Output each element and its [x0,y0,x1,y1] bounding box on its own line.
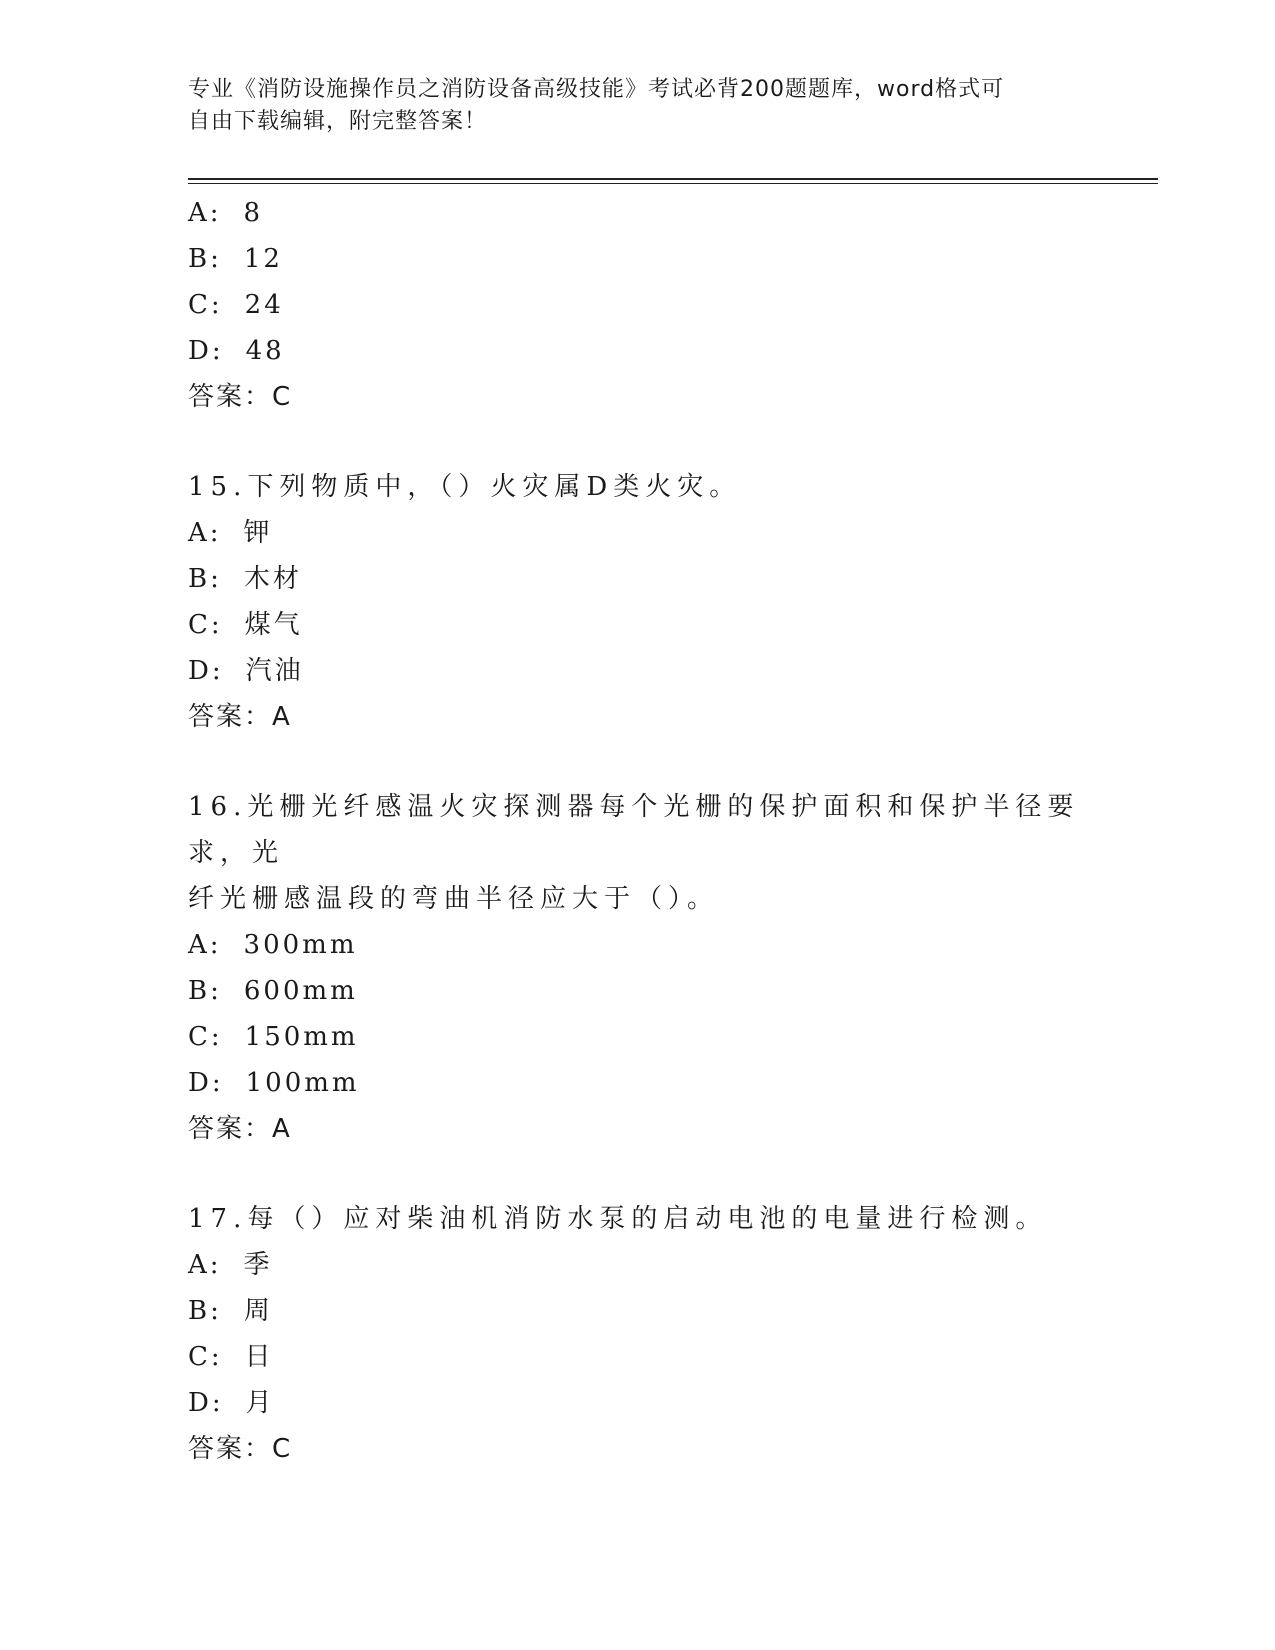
option-c [188,282,1088,328]
option-b [188,968,1088,1014]
option-text: 8 [243,198,264,228]
option-text: 12 [243,244,283,274]
option-text: 月 [245,1388,275,1418]
option-a [188,190,1088,236]
option-letter: A: [188,1250,222,1280]
header-line-1: 专业《消防设施操作员之消防设备高级技能》考试必背200题题库，word格式可 [188,77,1005,102]
option-b [188,236,1088,282]
option-b [188,556,1088,602]
question-text-line-1: 16.光栅光纤感温火灾探测器每个光栅的保护面积和保护半径要求，光 [188,792,1080,868]
option-c [188,1334,1088,1380]
option-b [188,1288,1088,1334]
option-text: 钾 [243,518,273,548]
option-text: 24 [244,290,284,320]
option-text: 日 [244,1342,274,1372]
document-header [188,74,1088,138]
option-c [188,1014,1088,1060]
option-letter: D: [188,1068,224,1098]
option-d [188,648,1088,694]
option-text: 煤气 [244,610,303,640]
option-c [188,602,1088,648]
option-text: 100mm [245,1068,360,1098]
option-letter: B: [188,1296,222,1326]
question-17 [188,1196,1088,1472]
option-d [188,1380,1088,1426]
question-list [188,190,1088,1472]
option-text: 木材 [243,564,302,594]
option-letter: A: [188,198,222,228]
question-text: 15.下列物质中，（）火灾属D类火灾。 [188,472,742,502]
option-letter: C: [188,290,223,320]
option-text: 季 [243,1250,273,1280]
option-letter: D: [188,1388,224,1418]
option-letter: C: [188,1022,223,1052]
question-14 [188,190,1088,420]
option-a [188,510,1088,556]
option-letter: D: [188,656,224,686]
option-letter: C: [188,1342,223,1372]
option-letter: A: [188,518,222,548]
answer-line: 答案：A [188,1114,292,1144]
option-d [188,1060,1088,1106]
question-text-line-2: 纤光栅感温段的弯曲半径应大于（）。 [188,884,720,914]
option-text: 300mm [243,930,358,960]
option-text: 汽油 [245,656,304,686]
answer-line: 答案：A [188,702,292,732]
option-letter: C: [188,610,223,640]
question-16 [188,784,1088,1152]
option-letter: B: [188,564,222,594]
header-line-2: 自由下载编辑，附完整答案！ [188,109,488,134]
option-d [188,328,1088,374]
option-a [188,922,1088,968]
option-text: 150mm [244,1022,359,1052]
option-letter: D: [188,336,224,366]
header-divider-thin [188,183,1158,184]
question-text: 17.每（）应对柴油机消防水泵的启动电池的电量进行检测。 [188,1204,1048,1234]
answer-line: 答案：C [188,1434,293,1464]
option-text: 周 [243,1296,273,1326]
option-letter: B: [188,976,222,1006]
option-text: 600mm [243,976,358,1006]
answer-line: 答案：C [188,382,293,412]
question-15 [188,464,1088,740]
option-text: 48 [245,336,285,366]
option-a [188,1242,1088,1288]
option-letter: B: [188,244,222,274]
header-divider-thick [188,178,1158,180]
option-letter: A: [188,930,222,960]
